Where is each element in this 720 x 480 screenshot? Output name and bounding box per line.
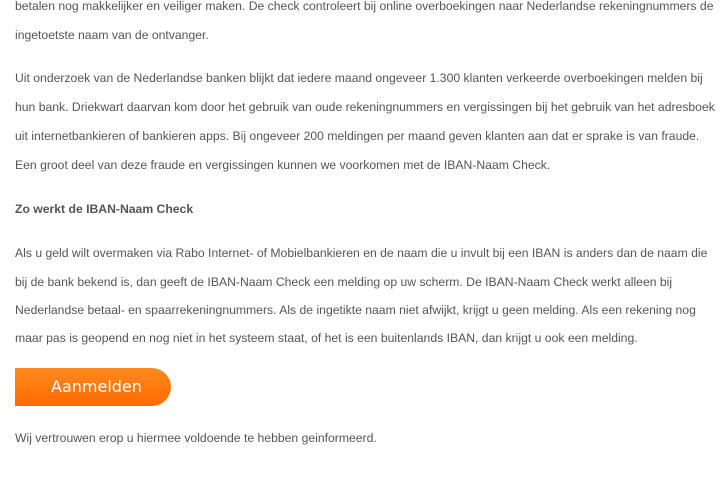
how-it-works-text-line: Als u geld wilt overmaken via Rabo Internet- of Mobielbankieren en de naam die u invult bij een IBAN is anders dan de naam die — [15, 246, 708, 260]
intro-text-line: ingetoetste naam van de ontvanger. — [15, 28, 209, 42]
research-text-line: Een groot deel van deze fraude en vergissingen kunnen we voorkomen met de IBAN-Naam Check. — [15, 158, 551, 172]
intro-text-line: betalen nog makkelijker en veiliger maken. De check controleert bij online overboekingen naar Nederlandse rekeningnummers de — [15, 0, 714, 13]
research-text-line: uit internetbankieren of bankieren apps. Bij ongeveer 200 meldingen per maand geven klanten aan dat er sprake is van fraude. — [15, 129, 700, 143]
research-text-line: hun bank. Driekwart daarvan kom door het gebruik van oude rekeningnummers en vergissingen bij het gebruik van het adresboek — [15, 100, 715, 114]
how-it-works-text-line: bij de bank bekend is, dan geeft de IBAN-Naam Check een melding op uw scherm. De IBAN-Naam Check werkt alleen bij — [15, 275, 673, 289]
how-it-works-text-line: maar pas is geopend en nog niet in het systeem staat, of het is een buitenlands IBAN, dan krijgt u ook een melding. — [15, 331, 638, 345]
section-heading: Zo werkt de IBAN-Naam Check — [15, 202, 194, 216]
research-text-line: Uit onderzoek van de Nederlandse banken blijkt dat iedere maand ongeveer 1.300 klanten verkeerde overboekingen melden bij — [15, 71, 703, 85]
aanmelden-button[interactable]: Aanmelden — [15, 368, 171, 406]
closing-text: Wij vertrouwen erop u hiermee voldoende te hebben geinformeerd. — [15, 431, 377, 445]
how-it-works-text-line: Nederlandse betaal- en spaarrekeningnummers. Als de ingetikte naam niet afwijkt, krijgt u geen melding. Als een rekening nog — [15, 303, 696, 317]
